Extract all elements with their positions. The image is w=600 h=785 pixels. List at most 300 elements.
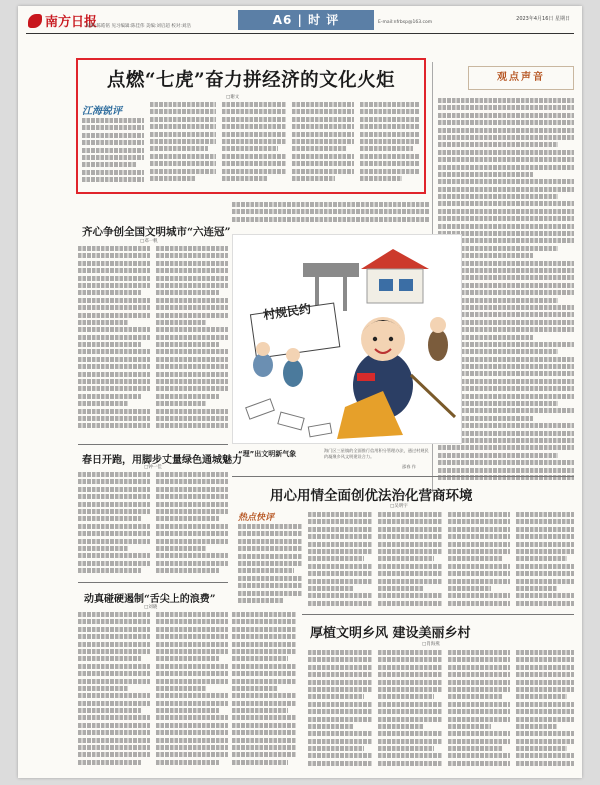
body-text-line bbox=[232, 745, 296, 750]
body-text-line bbox=[156, 472, 228, 477]
body-text-line bbox=[156, 253, 228, 258]
body-text-line bbox=[82, 155, 144, 160]
body-text-line bbox=[516, 579, 574, 584]
body-text-line bbox=[378, 694, 434, 699]
body-text-line bbox=[438, 165, 574, 170]
body-text-line bbox=[78, 494, 150, 499]
body-text-line bbox=[232, 642, 296, 647]
body-text-line bbox=[448, 512, 510, 517]
body-text-line bbox=[156, 708, 219, 713]
body-text-line bbox=[378, 665, 442, 670]
body-text-line bbox=[238, 554, 302, 559]
body-text-line bbox=[378, 579, 442, 584]
body-text-line bbox=[516, 753, 574, 758]
body-text-line bbox=[448, 753, 510, 758]
body-text-line bbox=[232, 627, 296, 632]
body-text-line bbox=[378, 687, 442, 692]
body-text-line bbox=[360, 139, 420, 144]
body-text-line bbox=[82, 170, 144, 175]
body-text-line bbox=[78, 276, 150, 281]
article-4-col-1 bbox=[238, 524, 302, 610]
body-text-line bbox=[516, 657, 574, 662]
body-text-line bbox=[156, 701, 228, 706]
body-text-line bbox=[438, 187, 574, 192]
body-text-line bbox=[516, 556, 567, 561]
body-text-line bbox=[156, 494, 228, 499]
body-text-line bbox=[156, 531, 228, 536]
opinion-voices-header: 观点声音 bbox=[468, 66, 574, 90]
body-text-line bbox=[222, 109, 286, 114]
body-text-line bbox=[360, 117, 420, 122]
email-line: E-mail:nfrbsp@163.com bbox=[378, 20, 433, 25]
body-text-line bbox=[232, 752, 296, 757]
body-text-line bbox=[448, 601, 510, 606]
article-byline: □刘晓 bbox=[144, 605, 158, 610]
body-text-line bbox=[438, 194, 558, 199]
body-text-line bbox=[308, 694, 364, 699]
body-text-line bbox=[78, 656, 141, 661]
body-text-line bbox=[438, 179, 574, 184]
body-text-line bbox=[308, 680, 372, 685]
body-text-line bbox=[516, 731, 574, 736]
body-text-line bbox=[156, 612, 228, 617]
body-text-line bbox=[378, 571, 442, 576]
body-text-line bbox=[308, 579, 372, 584]
body-text-line bbox=[156, 723, 228, 728]
body-text-line bbox=[222, 154, 286, 159]
logo-text: 南方日报 bbox=[45, 15, 98, 30]
body-text-line bbox=[156, 327, 228, 332]
body-text-line bbox=[150, 161, 216, 166]
body-text-line bbox=[378, 709, 442, 714]
article-title[interactable]: 齐心争创全国文明城市“六连冠” bbox=[82, 226, 231, 238]
body-text-line bbox=[232, 209, 430, 214]
body-text-line bbox=[82, 148, 144, 153]
body-text-line bbox=[156, 416, 228, 421]
body-text-line bbox=[78, 305, 150, 310]
body-text-line bbox=[292, 109, 354, 114]
body-text-line bbox=[150, 139, 216, 144]
body-text-line bbox=[308, 687, 372, 692]
body-text-line bbox=[448, 746, 503, 751]
body-text-line bbox=[308, 724, 353, 729]
body-text-line bbox=[156, 619, 228, 624]
body-text-line bbox=[378, 593, 442, 598]
body-text-line bbox=[222, 176, 267, 181]
body-text-line bbox=[78, 472, 150, 477]
body-text-line bbox=[238, 561, 302, 566]
body-text-line bbox=[78, 524, 150, 529]
body-text-line bbox=[308, 556, 364, 561]
body-text-line bbox=[150, 117, 216, 122]
body-text-line bbox=[378, 650, 442, 655]
body-text-line bbox=[156, 298, 228, 303]
body-text-line bbox=[232, 701, 296, 706]
body-text-line bbox=[292, 139, 354, 144]
body-text-line bbox=[378, 724, 423, 729]
body-text-line bbox=[78, 745, 150, 750]
article-5-col-1 bbox=[308, 650, 372, 772]
body-text-line bbox=[156, 752, 228, 757]
body-text-line bbox=[516, 564, 574, 569]
body-text-line bbox=[78, 612, 150, 617]
body-text-line bbox=[78, 364, 150, 369]
body-text-line bbox=[78, 487, 150, 492]
body-text-line bbox=[308, 657, 372, 662]
body-text-line bbox=[78, 394, 141, 399]
body-text-line bbox=[308, 702, 372, 707]
body-text-line bbox=[232, 671, 296, 676]
issue-date: 2023年4月16日 星期日 bbox=[516, 16, 570, 22]
body-text-line bbox=[156, 634, 228, 639]
body-text-line bbox=[516, 672, 574, 677]
body-text-line bbox=[78, 619, 150, 624]
body-text-line bbox=[222, 124, 286, 129]
body-text-line bbox=[78, 671, 150, 676]
body-text-line bbox=[78, 313, 150, 318]
article-title[interactable]: 动真碰硬遏制“舌尖上的浪费” bbox=[84, 594, 216, 605]
body-text-line bbox=[378, 761, 442, 766]
body-text-line bbox=[448, 542, 510, 547]
body-text-line bbox=[78, 401, 128, 406]
body-text-line bbox=[360, 109, 420, 114]
body-text-line bbox=[378, 564, 442, 569]
body-text-line bbox=[292, 117, 354, 122]
body-text-line bbox=[292, 146, 347, 151]
body-text-line bbox=[156, 738, 228, 743]
body-text-line bbox=[232, 656, 288, 661]
body-text-line bbox=[438, 209, 574, 214]
body-text-line bbox=[378, 702, 442, 707]
cartoon-drawing bbox=[233, 235, 462, 444]
body-text-line bbox=[156, 730, 228, 735]
body-text-line bbox=[78, 516, 141, 521]
body-text-line bbox=[232, 679, 296, 684]
body-text-line bbox=[308, 542, 372, 547]
body-text-line bbox=[78, 531, 150, 536]
body-text-line bbox=[78, 693, 150, 698]
body-text-line bbox=[222, 139, 286, 144]
body-text-line bbox=[78, 568, 141, 573]
body-text-line bbox=[78, 349, 150, 354]
article-title[interactable]: 春日开跑，用脚步丈量绿色通城魅力 bbox=[82, 455, 242, 466]
illustration-sign: 村规民约 bbox=[262, 301, 312, 323]
illustration-credit: 邵春 作 bbox=[402, 464, 416, 469]
body-text-line bbox=[78, 679, 150, 684]
article-byline: □肖海燕 bbox=[422, 642, 440, 647]
body-text-line bbox=[292, 124, 354, 129]
body-text-line bbox=[308, 672, 372, 677]
illustration-caption-title bbox=[238, 449, 318, 459]
body-text-line bbox=[156, 305, 228, 310]
body-text-line bbox=[448, 556, 503, 561]
body-text-line bbox=[156, 516, 219, 521]
body-text-line bbox=[292, 132, 354, 137]
body-text-line bbox=[308, 665, 372, 670]
body-text-line bbox=[78, 664, 150, 669]
body-text-line bbox=[360, 102, 420, 107]
body-text-line bbox=[448, 687, 510, 692]
body-text-line bbox=[516, 746, 567, 751]
body-text-line bbox=[308, 746, 364, 751]
body-text-line bbox=[516, 687, 574, 692]
body-text-line bbox=[360, 132, 420, 137]
body-text-line bbox=[238, 546, 302, 551]
body-text-line bbox=[78, 642, 150, 647]
body-text-line bbox=[360, 169, 420, 174]
body-text-line bbox=[156, 539, 228, 544]
body-text-line bbox=[156, 686, 206, 691]
article-5-col-3 bbox=[448, 650, 510, 772]
body-text-line bbox=[82, 162, 137, 167]
body-text-line bbox=[156, 261, 228, 266]
article-2-col-2 bbox=[156, 472, 228, 576]
body-text-line bbox=[308, 731, 372, 736]
body-text-line bbox=[78, 283, 150, 288]
body-text-line bbox=[448, 709, 510, 714]
divider bbox=[302, 614, 574, 615]
lead-headline[interactable]: 点燃“七虎”奋力拼经济的文化火炬 bbox=[106, 70, 396, 91]
body-text-line bbox=[308, 571, 372, 576]
body-text-line bbox=[78, 379, 150, 384]
body-text-line bbox=[438, 120, 574, 125]
body-text-line bbox=[448, 519, 510, 524]
body-text-line bbox=[150, 124, 216, 129]
body-text-line bbox=[156, 349, 228, 354]
lead-byline: □谢文 bbox=[226, 95, 240, 100]
divider bbox=[78, 444, 228, 445]
body-text-line bbox=[156, 760, 219, 765]
body-text-line bbox=[378, 549, 442, 554]
body-text-line bbox=[156, 423, 228, 428]
body-text-line bbox=[156, 364, 228, 369]
body-text-line bbox=[292, 154, 354, 159]
body-text-line bbox=[78, 509, 150, 514]
body-text-line bbox=[78, 342, 141, 347]
body-text-line bbox=[78, 327, 150, 332]
body-text-line bbox=[516, 527, 574, 532]
body-text-line bbox=[78, 409, 150, 414]
body-text-line bbox=[78, 372, 150, 377]
body-text-line bbox=[438, 98, 574, 103]
body-text-line bbox=[438, 201, 574, 206]
body-text-line bbox=[360, 146, 413, 151]
body-text-line bbox=[82, 125, 144, 130]
body-text-line bbox=[156, 546, 206, 551]
body-text-line bbox=[516, 512, 574, 517]
body-text-line bbox=[292, 161, 354, 166]
body-text-line bbox=[516, 549, 574, 554]
body-text-line bbox=[156, 679, 228, 684]
body-text-line bbox=[150, 132, 216, 137]
body-text-line bbox=[448, 527, 510, 532]
article-1-col-2 bbox=[156, 246, 228, 438]
body-text-line bbox=[448, 731, 510, 736]
body-text-line bbox=[516, 586, 557, 591]
body-text-line bbox=[438, 453, 558, 458]
body-text-line bbox=[232, 708, 288, 713]
body-text-line bbox=[438, 224, 574, 229]
body-text-line bbox=[360, 176, 402, 181]
body-text-line bbox=[238, 591, 302, 596]
body-text-line bbox=[448, 586, 491, 591]
body-text-line bbox=[378, 739, 442, 744]
body-text-line bbox=[232, 760, 288, 765]
newspaper-page bbox=[18, 6, 582, 778]
logo-bird-icon bbox=[28, 14, 42, 28]
lead-body-col-3 bbox=[222, 102, 286, 190]
body-text-line bbox=[232, 217, 430, 222]
body-text-line bbox=[378, 527, 442, 532]
body-text-line bbox=[438, 445, 574, 450]
body-text-line bbox=[222, 102, 286, 107]
body-text-line bbox=[378, 753, 442, 758]
body-text-line bbox=[448, 717, 510, 722]
body-text-line bbox=[78, 290, 141, 295]
body-text-line bbox=[378, 556, 434, 561]
body-text-line bbox=[222, 146, 278, 151]
body-text-line bbox=[308, 601, 372, 606]
body-text-line bbox=[308, 549, 372, 554]
body-text-line bbox=[516, 519, 574, 524]
column-tag-hot: 热点快评 bbox=[238, 513, 275, 523]
body-text-line bbox=[516, 717, 574, 722]
body-text-line bbox=[516, 542, 574, 547]
body-text-line bbox=[222, 132, 286, 137]
body-text-line bbox=[156, 290, 219, 295]
body-text-line bbox=[232, 612, 296, 617]
body-text-line bbox=[308, 761, 372, 766]
page-section-tab: A6 | 时 评 bbox=[238, 10, 374, 30]
body-text-line bbox=[438, 142, 558, 147]
body-text-line bbox=[438, 460, 574, 465]
body-text-line bbox=[156, 715, 228, 720]
masthead bbox=[26, 8, 574, 34]
body-text-line bbox=[378, 519, 442, 524]
body-text-line bbox=[438, 468, 574, 473]
body-text-line bbox=[516, 702, 574, 707]
body-text-line bbox=[448, 579, 510, 584]
body-text-line bbox=[156, 342, 219, 347]
body-text-line bbox=[222, 161, 286, 166]
body-text-line bbox=[156, 502, 228, 507]
body-text-line bbox=[308, 717, 372, 722]
body-text-line bbox=[78, 752, 150, 757]
body-text-line bbox=[156, 509, 228, 514]
body-text-line bbox=[222, 169, 286, 174]
body-text-line bbox=[516, 665, 574, 670]
body-text-line bbox=[156, 313, 228, 318]
body-text-line bbox=[448, 534, 510, 539]
body-text-line bbox=[516, 601, 574, 606]
body-text-line bbox=[378, 601, 442, 606]
body-text-line bbox=[78, 634, 150, 639]
body-text-line bbox=[78, 715, 150, 720]
body-text-line bbox=[438, 135, 574, 140]
body-text-line bbox=[516, 534, 574, 539]
body-text-line bbox=[378, 746, 434, 751]
article-4-col-5 bbox=[516, 512, 574, 610]
body-text-line bbox=[156, 745, 228, 750]
body-text-line bbox=[78, 723, 150, 728]
article-title[interactable]: 厚植文明乡风 建设美丽乡村 bbox=[310, 626, 471, 641]
body-text-line bbox=[448, 672, 510, 677]
lead-body-col-4 bbox=[292, 102, 354, 190]
body-text-line bbox=[78, 649, 150, 654]
body-text-line bbox=[150, 176, 196, 181]
article-4-col-4 bbox=[448, 512, 510, 610]
body-text-line bbox=[232, 649, 296, 654]
body-text-line bbox=[378, 672, 442, 677]
article-5-col-2 bbox=[378, 650, 442, 772]
body-text-line bbox=[156, 386, 228, 391]
body-text-line bbox=[78, 416, 150, 421]
body-text-line bbox=[156, 487, 228, 492]
body-text-line bbox=[78, 335, 150, 340]
body-text-line bbox=[156, 246, 228, 251]
body-text-line bbox=[378, 542, 442, 547]
body-text-line bbox=[156, 479, 228, 484]
article-1-col-1 bbox=[78, 246, 150, 438]
body-text-line bbox=[232, 202, 430, 207]
column-tag-jianghai: 江海锐评 bbox=[82, 106, 122, 117]
body-text-line bbox=[516, 724, 557, 729]
body-text-line bbox=[150, 154, 216, 159]
body-text-line bbox=[78, 708, 141, 713]
body-text-line bbox=[438, 216, 574, 221]
article-4-col-2 bbox=[308, 512, 372, 610]
body-text-line bbox=[78, 539, 150, 544]
body-text-line bbox=[78, 268, 150, 273]
article-title[interactable]: 用心用情全面创优法治化营商环境 bbox=[270, 488, 473, 504]
article-byline: □钟一佳 bbox=[144, 465, 162, 470]
body-text-line bbox=[82, 133, 144, 138]
body-text-line bbox=[78, 546, 128, 551]
lead-body-col-1 bbox=[82, 118, 144, 190]
body-text-line bbox=[448, 650, 510, 655]
body-text-line bbox=[156, 379, 228, 384]
body-text-line bbox=[308, 564, 372, 569]
body-text-line bbox=[232, 715, 296, 720]
body-text-line bbox=[378, 534, 442, 539]
body-text-line bbox=[378, 657, 442, 662]
body-text-line bbox=[448, 739, 510, 744]
body-text-line bbox=[378, 717, 442, 722]
body-text-line bbox=[378, 731, 442, 736]
article-4-col-3 bbox=[378, 512, 442, 610]
body-text-line bbox=[308, 534, 372, 539]
lead-body-col-5 bbox=[360, 102, 420, 190]
body-text-line bbox=[156, 568, 219, 573]
body-text-line bbox=[238, 576, 302, 581]
body-text-line bbox=[150, 102, 216, 107]
article-5-col-4 bbox=[516, 650, 574, 772]
body-text-line bbox=[156, 268, 228, 273]
body-text-line bbox=[78, 627, 150, 632]
body-text-line bbox=[238, 539, 302, 544]
upper-mid-body bbox=[232, 202, 430, 230]
body-text-line bbox=[232, 686, 277, 691]
body-text-line bbox=[78, 479, 150, 484]
body-text-line bbox=[156, 357, 228, 362]
body-text-line bbox=[438, 172, 533, 177]
body-text-line bbox=[156, 401, 206, 406]
body-text-line bbox=[308, 753, 372, 758]
body-text-line bbox=[448, 564, 510, 569]
cartoon-illustration bbox=[232, 234, 462, 444]
body-text-line bbox=[308, 586, 353, 591]
body-text-line bbox=[78, 502, 150, 507]
